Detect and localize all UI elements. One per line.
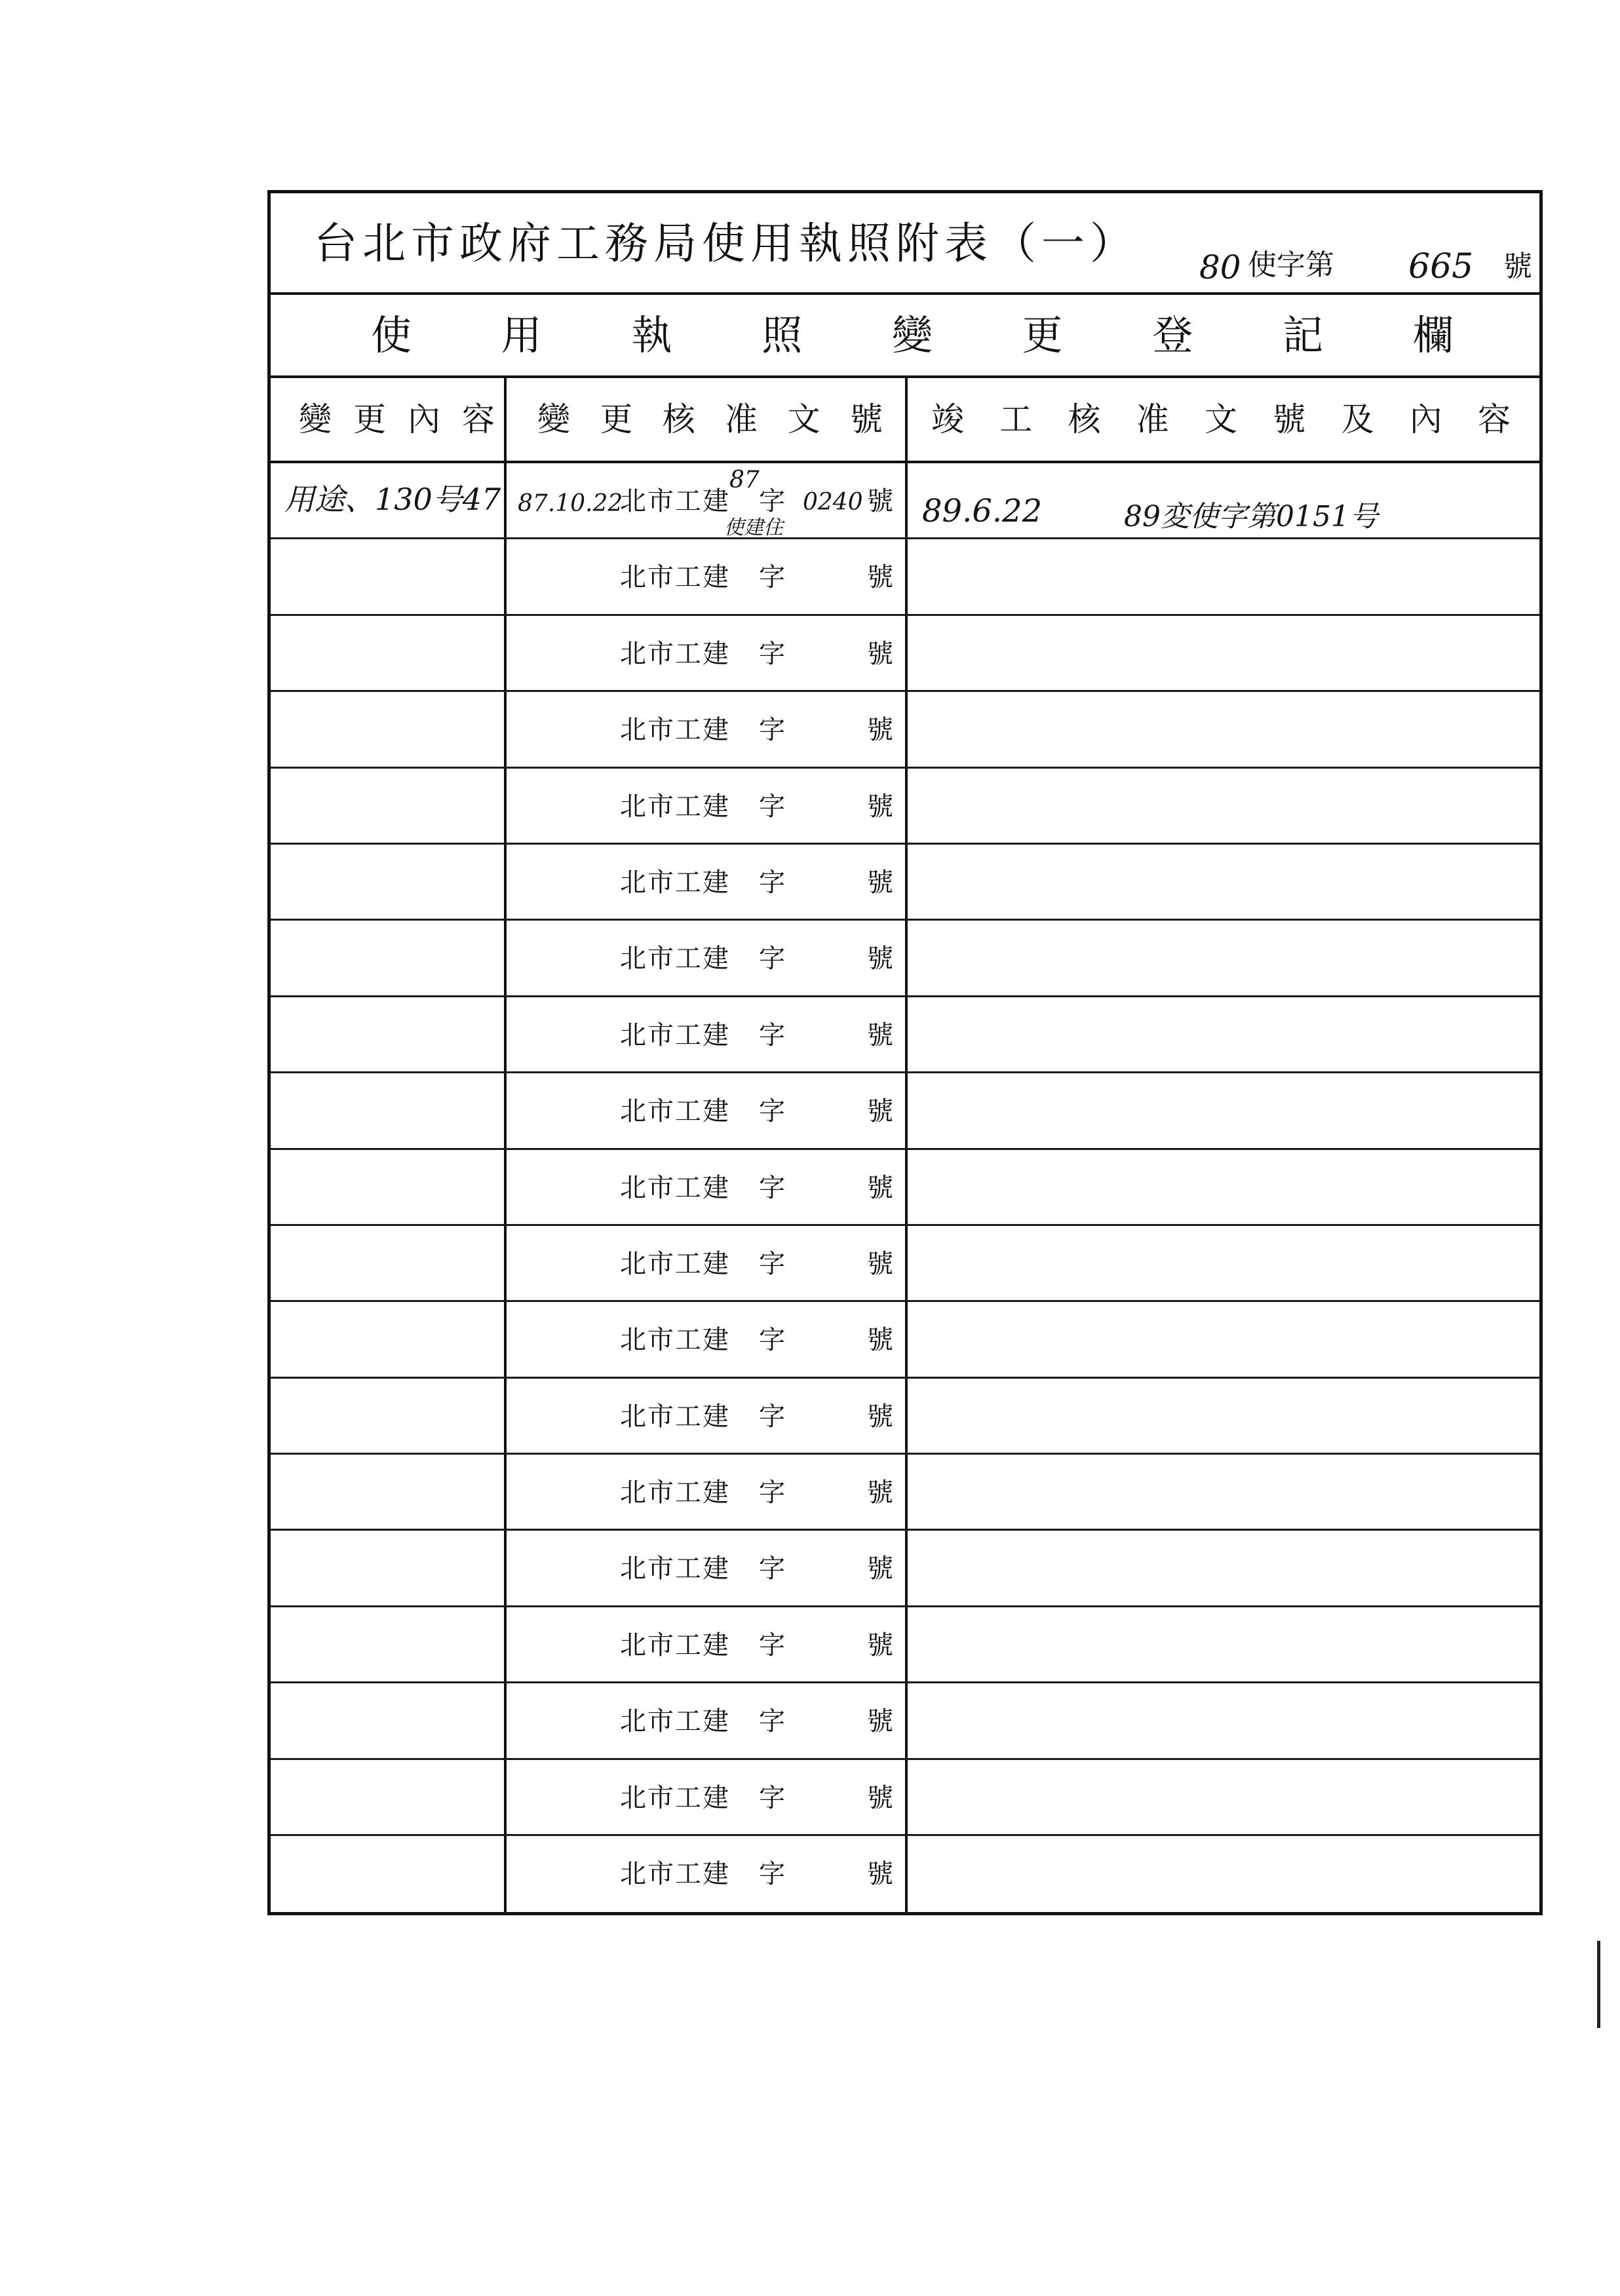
approval-suffix-label: 號 — [867, 1248, 893, 1279]
approval-number-cell — [507, 1836, 908, 1912]
table-row — [271, 1226, 1539, 1302]
section-title-char: 執 — [631, 311, 672, 359]
completion-cell — [908, 1455, 1539, 1529]
change-content-cell — [271, 692, 507, 766]
approval-prefix-label: 北市工建 — [620, 1401, 730, 1432]
approval-suffix-label: 號 — [867, 715, 893, 746]
column-header-completion-label-char: 竣 — [931, 400, 964, 438]
change-content-cell — [271, 1379, 507, 1453]
approval-suffix-label: 號 — [867, 1630, 893, 1660]
column-header-completion-label-char: 工 — [999, 400, 1033, 438]
approval-number-cell — [507, 539, 908, 613]
table-row — [271, 1455, 1539, 1531]
completion-cell — [908, 692, 1539, 766]
table-row — [271, 1379, 1539, 1455]
approval-prefix-label: 北市工建 — [620, 1020, 730, 1050]
column-header-approval-number-label-char: 核 — [662, 400, 695, 438]
completion-cell — [908, 1760, 1539, 1834]
license-number: 665 — [1408, 247, 1474, 286]
approval-number-cell — [507, 1073, 908, 1147]
column-header-completion-label — [931, 400, 1511, 438]
column-header-completion-label-char: 內 — [1409, 400, 1442, 438]
section-title-char: 用 — [501, 311, 542, 359]
column-header-change-content-label-char: 更 — [353, 400, 386, 438]
approval-word-label: 字 — [759, 1554, 785, 1584]
approval-word-label: 字 — [759, 486, 785, 516]
form-title-row — [271, 193, 1539, 295]
completion-cell — [908, 769, 1539, 843]
change-content-cell — [271, 1302, 507, 1376]
table-row — [271, 463, 1539, 539]
approval-word-label: 字 — [759, 1782, 785, 1813]
approval-number-cell — [507, 1226, 908, 1300]
column-header-row — [271, 378, 1539, 463]
change-content-cell — [271, 921, 507, 995]
approval-word-label: 字 — [759, 1172, 785, 1203]
completion-cell — [908, 1607, 1539, 1681]
approval-prefix-label: 北市工建 — [620, 867, 730, 898]
column-header-approval-number-label-char: 號 — [849, 400, 883, 438]
completion-cell — [908, 539, 1539, 613]
approval-word-label: 字 — [759, 1325, 785, 1356]
completion-cell — [908, 1531, 1539, 1605]
column-header-change-content-label-char: 變 — [299, 400, 332, 438]
completion-cell — [908, 921, 1539, 995]
approval-suffix-label: 號 — [867, 944, 893, 974]
approval-suffix-label: 號 — [867, 1325, 893, 1356]
approval-prefix-label: 北市工建 — [620, 1248, 730, 1279]
approval-suffix-label: 號 — [867, 867, 893, 898]
approval-number-cell — [507, 463, 908, 537]
approval-prefix-label: 北市工建 — [620, 1096, 730, 1127]
completion-cell — [908, 1226, 1539, 1300]
column-header-approval-number-label — [537, 400, 883, 438]
approval-number-cell — [507, 1379, 908, 1453]
approval-word-label: 字 — [759, 1478, 785, 1508]
change-content-cell — [271, 769, 507, 843]
change-content-cell — [271, 1607, 507, 1681]
column-header-change-content-label — [299, 400, 495, 438]
table-row — [271, 1683, 1539, 1759]
approval-suffix-label: 號 — [867, 1096, 893, 1127]
license-suffix-label: 號 — [1503, 250, 1532, 283]
approval-prefix-label: 北市工建 — [620, 1630, 730, 1660]
section-title-char: 變 — [891, 311, 933, 359]
approval-suffix-label: 號 — [867, 1554, 893, 1584]
approval-word-label: 字 — [759, 791, 785, 822]
approval-word-label: 字 — [759, 562, 785, 593]
approval-suffix-label: 號 — [867, 486, 893, 516]
change-content-cell — [271, 1073, 507, 1147]
table-row — [271, 997, 1539, 1073]
approval-number-cell — [507, 1455, 908, 1529]
license-type-label: 使字第 — [1248, 248, 1334, 282]
table-row — [271, 921, 1539, 997]
approval-word-label: 字 — [759, 1630, 785, 1660]
approval-number-cell — [507, 997, 908, 1071]
approval-word-label: 字 — [759, 1401, 785, 1432]
approval-word-label: 字 — [759, 1096, 785, 1127]
change-content-cell — [271, 1683, 507, 1757]
approval-prefix-label: 北市工建 — [620, 1782, 730, 1813]
table-row — [271, 692, 1539, 768]
approval-number-cell — [507, 1607, 908, 1681]
table-row — [271, 1302, 1539, 1378]
approval-prefix-label: 北市工建 — [620, 486, 730, 516]
table-row — [271, 1073, 1539, 1149]
section-title-char: 欄 — [1412, 311, 1454, 359]
approval-prefix-label: 北市工建 — [620, 715, 730, 746]
section-title — [371, 311, 1454, 359]
approval-number-cell — [507, 1683, 908, 1757]
table-row — [271, 1607, 1539, 1683]
approval-number-cell — [507, 845, 908, 919]
change-content-cell — [271, 997, 507, 1071]
approval-number: 0240 — [803, 489, 863, 516]
table-row — [271, 1531, 1539, 1607]
table-body — [271, 463, 1539, 1912]
approval-suffix-label: 號 — [867, 638, 893, 669]
column-header-approval-number-label-char: 變 — [537, 400, 570, 438]
column-header-approval-number-label-char: 文 — [787, 400, 820, 438]
column-header-completion-label-char: 核 — [1068, 400, 1101, 438]
table-row — [271, 1760, 1539, 1836]
approval-suffix-label: 號 — [867, 1020, 893, 1050]
approval-word-label: 字 — [759, 638, 785, 669]
column-header-completion-label-char: 文 — [1205, 400, 1237, 438]
completion-cell — [908, 1302, 1539, 1376]
table-row — [271, 616, 1539, 692]
approval-prefix-label: 北市工建 — [620, 1172, 730, 1203]
change-content-cell — [271, 616, 507, 690]
approval-number-cell — [507, 1302, 908, 1376]
section-title-char: 照 — [762, 311, 803, 359]
table-row — [271, 769, 1539, 845]
column-header-completion — [908, 378, 1539, 461]
section-title-char: 更 — [1022, 311, 1063, 359]
completion-cell — [908, 1150, 1539, 1224]
change-content-cell — [271, 1226, 507, 1300]
column-header-change-content — [271, 378, 507, 461]
column-header-completion-label-char: 准 — [1136, 400, 1169, 438]
completion-date: 89.6.22 — [922, 493, 1043, 529]
completion-cell — [908, 463, 1539, 537]
approval-number-cell — [507, 1531, 908, 1605]
approval-number-cell — [507, 1760, 908, 1834]
usage-license-form — [267, 190, 1543, 1915]
approval-number-cell — [507, 692, 908, 766]
table-row — [271, 845, 1539, 921]
completion-cell — [908, 845, 1539, 919]
approval-word-label: 字 — [759, 1706, 785, 1737]
section-title-char: 記 — [1282, 311, 1324, 359]
change-content-cell — [271, 1531, 507, 1605]
approval-word-label: 字 — [759, 715, 785, 746]
approval-year: 87 — [729, 467, 760, 493]
completion-cell — [908, 1836, 1539, 1912]
section-title-char: 使 — [371, 311, 412, 359]
approval-word-label: 字 — [759, 944, 785, 974]
column-header-completion-label-char: 及 — [1341, 400, 1374, 438]
completion-cell — [908, 1683, 1539, 1757]
completion-cell — [908, 1379, 1539, 1453]
approval-word-label: 字 — [759, 1859, 785, 1890]
completion-cell — [908, 997, 1539, 1071]
change-content-cell — [271, 1455, 507, 1529]
completion-cell — [908, 1073, 1539, 1147]
column-header-change-content-label-char: 內 — [408, 400, 440, 438]
approval-prefix-label: 北市工建 — [620, 1478, 730, 1508]
approval-date: 87.10.22 — [518, 490, 623, 517]
approval-prefix-label: 北市工建 — [620, 944, 730, 974]
license-year: 80 — [1199, 248, 1241, 286]
column-header-completion-label-char: 容 — [1478, 400, 1511, 438]
approval-prefix-label: 北市工建 — [620, 562, 730, 593]
section-title-char: 登 — [1152, 311, 1193, 359]
column-header-change-content-label-char: 容 — [462, 400, 495, 438]
change-content-text: 用途、130号47 — [284, 482, 501, 517]
completion-reference: 89変使字第0151号 — [1124, 500, 1378, 533]
approval-word-label: 字 — [759, 867, 785, 898]
approval-prefix-label: 北市工建 — [620, 1554, 730, 1584]
column-header-approval-number — [507, 378, 908, 461]
section-title-row — [271, 295, 1539, 378]
approval-prefix-label: 北市工建 — [620, 1706, 730, 1737]
approval-suffix-label: 號 — [867, 1706, 893, 1737]
form-title: 台北市政府工務局使用執照附表（一） — [314, 218, 1138, 269]
column-header-approval-number-label-char: 准 — [725, 400, 758, 438]
approval-word-label: 字 — [759, 1248, 785, 1279]
approval-prefix-label: 北市工建 — [620, 638, 730, 669]
change-content-cell — [271, 1150, 507, 1224]
table-row — [271, 539, 1539, 615]
approval-prefix-label: 北市工建 — [620, 1325, 730, 1356]
approval-suffix-label: 號 — [867, 1859, 893, 1890]
approval-number-cell — [507, 921, 908, 995]
approval-suffix-label: 號 — [867, 791, 893, 822]
change-content-cell — [271, 463, 507, 537]
approval-word-label: 字 — [759, 1020, 785, 1050]
completion-cell — [908, 616, 1539, 690]
approval-prefix-label: 北市工建 — [620, 1859, 730, 1890]
approval-number-cell — [507, 769, 908, 843]
approval-note: 使建住 — [724, 516, 783, 539]
column-header-approval-number-label-char: 更 — [600, 400, 633, 438]
approval-suffix-label: 號 — [867, 1401, 893, 1432]
column-header-completion-label-char: 號 — [1273, 400, 1306, 438]
approval-suffix-label: 號 — [867, 1478, 893, 1508]
change-content-cell — [271, 1760, 507, 1834]
approval-prefix-label: 北市工建 — [620, 791, 730, 822]
approval-suffix-label: 號 — [867, 1172, 893, 1203]
change-content-cell — [271, 539, 507, 613]
approval-suffix-label: 號 — [867, 562, 893, 593]
approval-number-cell — [507, 1150, 908, 1224]
table-row — [271, 1836, 1539, 1912]
change-content-cell — [271, 1836, 507, 1912]
scan-artifact-mark — [1597, 1941, 1600, 2028]
table-row — [271, 1150, 1539, 1226]
approval-number-cell — [507, 616, 908, 690]
approval-suffix-label: 號 — [867, 1782, 893, 1813]
change-content-cell — [271, 845, 507, 919]
